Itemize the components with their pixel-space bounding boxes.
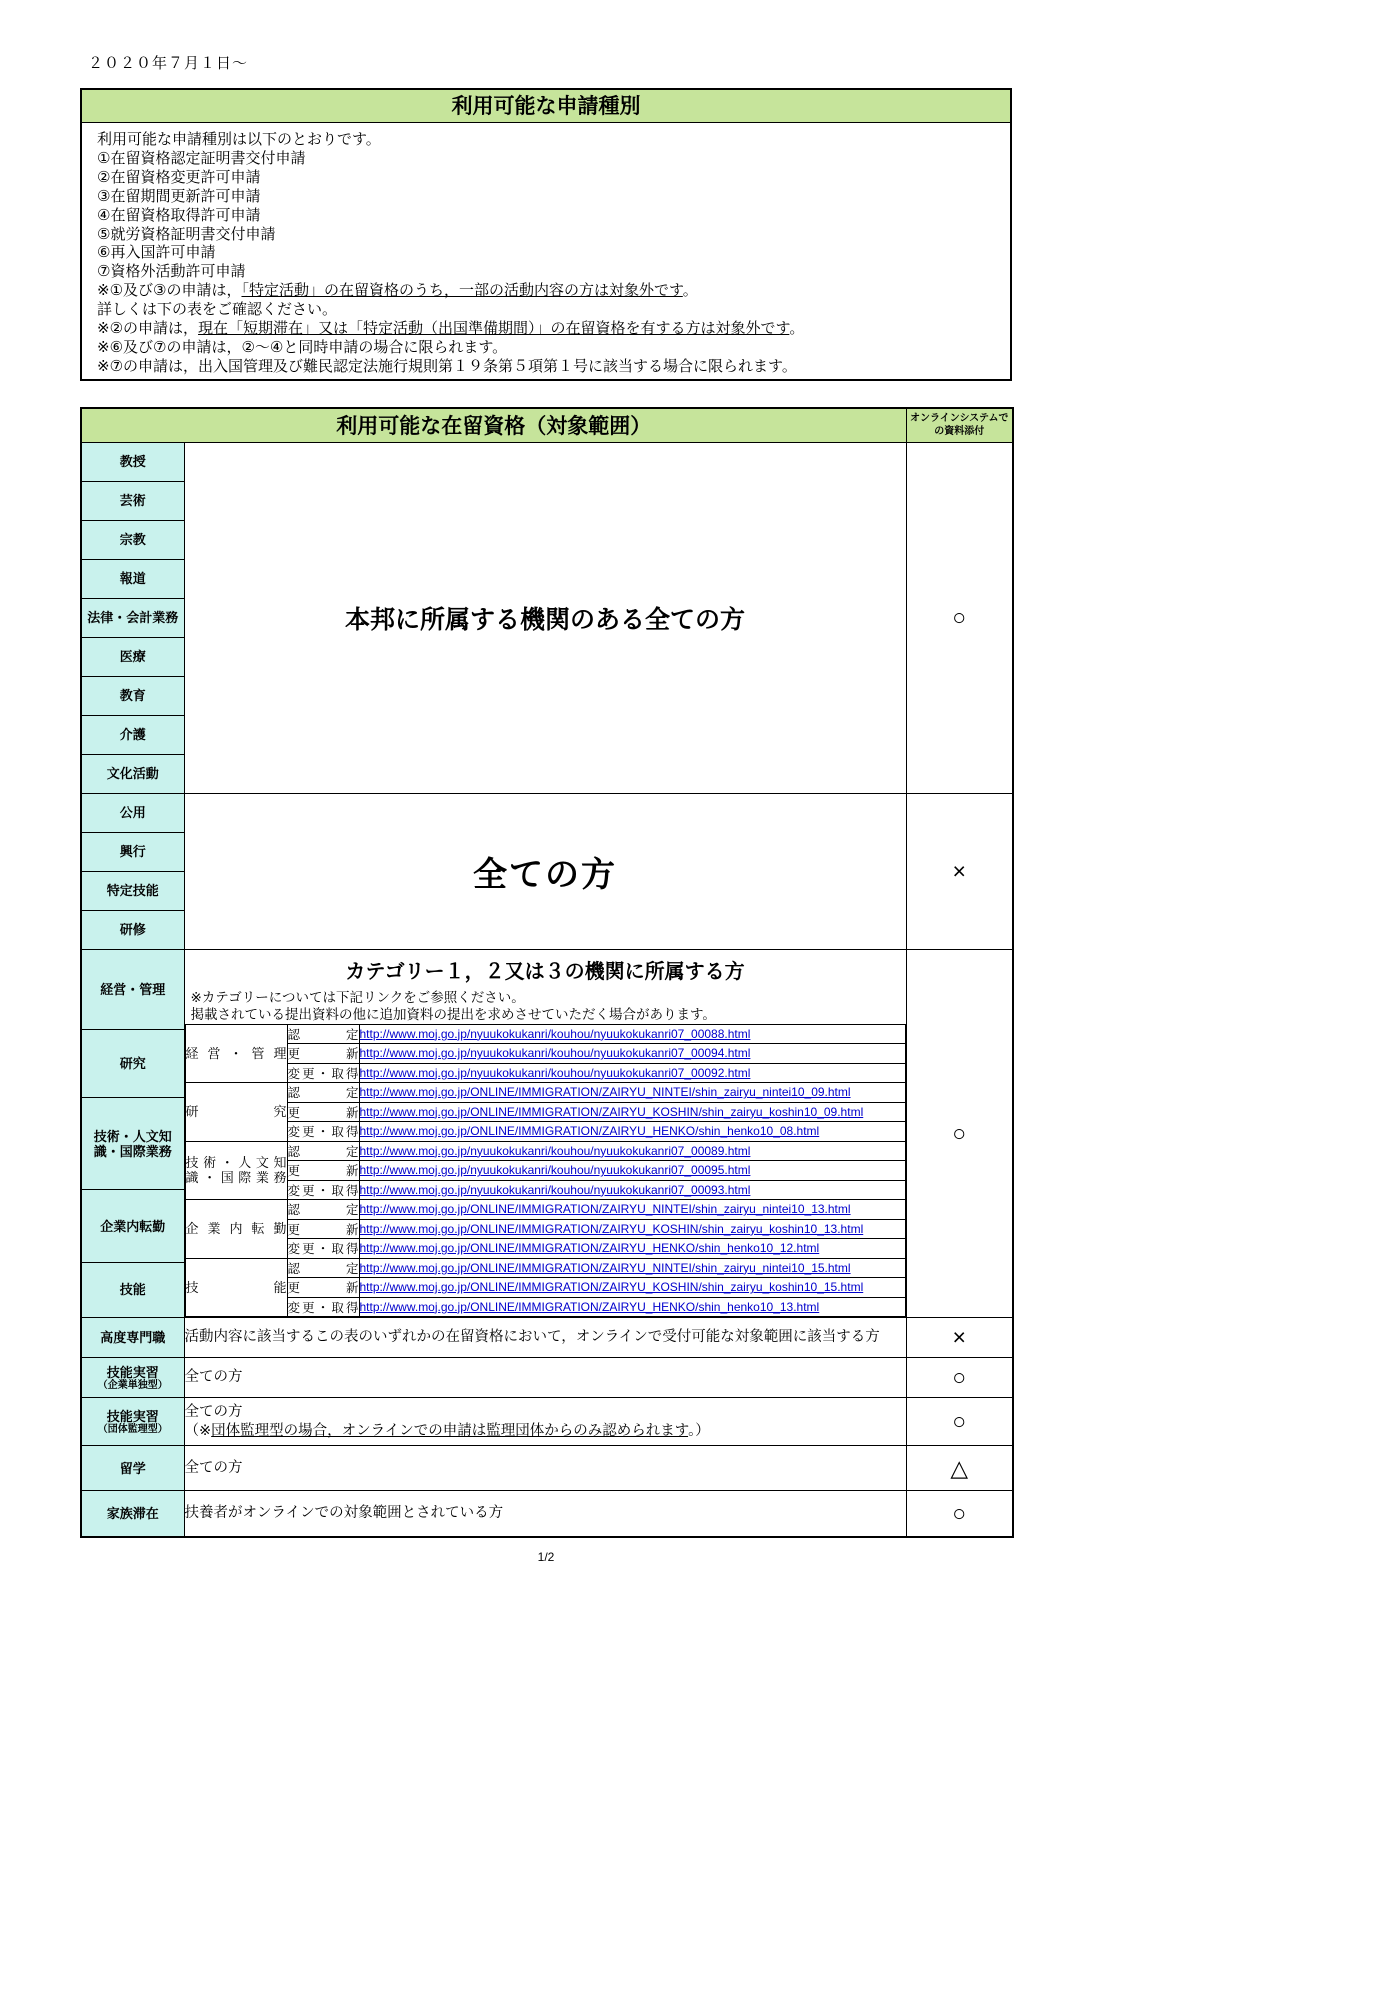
link-url-cell [359,1083,905,1103]
residence-status-title: 利用可能な在留資格（対象範囲） [81,408,906,442]
category-cell-cultural: 文化活動 [81,754,184,793]
link-type-cell: 変更・取得 [287,1180,359,1200]
link-url-cell [359,1141,905,1161]
link-url-cell [359,1063,905,1083]
link-row [185,1200,905,1220]
row-description-note: （※団体監理型の場合，オンラインでの申請は監理団体からのみ認められます。） [184,1422,710,1439]
table-row [81,1398,1013,1446]
link-type-cell: 変更・取得 [287,1239,359,1259]
link-row [185,1161,905,1181]
application-type-item-2: ②在留資格変更許可申請 [97,168,261,186]
document-link[interactable]: http://www.moj.go.jp/ONLINE/IMMIGRATION/ZAIRYU_HENKO/shin_henko10_12.html [359,1241,820,1256]
link-type-cell: 変更・取得 [287,1063,359,1083]
document-link[interactable]: http://www.moj.go.jp/nyuukokukanri/kouhou/nyuukokukanri07_00093.html [359,1182,751,1197]
application-type-item-1: ①在留資格認定証明書交付申請 [97,149,306,167]
category-cell-journalist: 報道 [81,559,184,598]
table-row [81,442,1013,481]
category-cell-trainee: 研修 [81,910,184,949]
document-link[interactable]: http://www.moj.go.jp/nyuukokukanri/kouhou/nyuukokukanri07_00088.html [359,1026,751,1041]
link-row [185,1180,905,1200]
note-line-2: 詳しくは下の表をご確認ください。 [97,301,338,319]
attachment-mark: × [906,1318,1013,1358]
document-link[interactable]: http://www.moj.go.jp/ONLINE/IMMIGRATION/ZAIRYU_KOSHIN/shin_zairyu_koshin10_09.html [359,1104,864,1119]
document-link[interactable]: http://www.moj.go.jp/ONLINE/IMMIGRATION/ZAIRYU_NINTEI/shin_zairyu_nintei10_15.html [359,1260,851,1275]
link-row [185,1044,905,1064]
link-type-cell: 更新 [287,1161,359,1181]
category-cell-instructor: 教育 [81,676,184,715]
group3-description [184,949,906,1318]
link-url-cell [359,1161,905,1181]
link-url-cell [359,1219,905,1239]
document-date: ２０２０年７月１日～ [88,55,249,72]
link-type-cell: 更新 [287,1102,359,1122]
link-row [185,1297,905,1317]
table-header-row [81,408,1013,442]
intro-text: 利用可能な申請種別は以下のとおりです。 [97,131,381,148]
attachment-mark: △ [906,1446,1013,1491]
document-link[interactable]: http://www.moj.go.jp/nyuukokukanri/kouhou/nyuukokukanri07_00094.html [359,1046,751,1061]
document-link[interactable]: http://www.moj.go.jp/nyuukokukanri/kouhou/nyuukokukanri07_00095.html [359,1163,751,1178]
category-cell-professor: 教授 [81,442,184,481]
row-description: 活動内容に該当するこの表のいずれかの在留資格において，オンラインで受付可能な対象範囲に該当する方 [184,1318,906,1358]
table-row [81,949,1013,1029]
link-row [185,1258,905,1278]
category-cell-researcher: 研究 [81,1029,184,1097]
attachment-mark: ○ [906,1491,1013,1537]
category-cell-intra-company-transferee: 企業内転勤 [81,1190,184,1262]
category-cell-technical-intern-supervised: 技能実習 （団体監理型） [81,1398,184,1446]
link-row [185,1278,905,1298]
category-cell-business-manager: 経営・管理 [81,949,184,1029]
link-type-cell: 更新 [287,1044,359,1064]
application-types-table [80,88,1012,381]
document-link[interactable]: http://www.moj.go.jp/nyuukokukanri/kouhou/nyuukokukanri07_00089.html [359,1143,751,1158]
category-cell-religion: 宗教 [81,520,184,559]
link-row [185,1122,905,1142]
application-type-item-6: ⑥再入国許可申請 [97,244,216,262]
application-type-item-4: ④在留資格取得許可申請 [97,206,261,224]
link-row [185,1083,905,1103]
application-types-title: 利用可能な申請種別 [82,90,1010,123]
category-cell-artist: 芸術 [81,481,184,520]
row-description: 全ての方 [184,1446,906,1491]
category-cell-official: 公用 [81,793,184,832]
link-row [185,1102,905,1122]
group3-head [185,950,906,1024]
link-type-cell: 変更・取得 [287,1297,359,1317]
group1-attachment-mark: ○ [906,442,1013,793]
link-type-cell: 認定 [287,1024,359,1044]
category-cell-legal-accounting: 法律・会計業務 [81,598,184,637]
link-group-name: 研究 [185,1083,287,1142]
link-type-cell: 更新 [287,1278,359,1298]
table-row [81,1318,1013,1358]
document-link[interactable]: http://www.moj.go.jp/ONLINE/IMMIGRATION/ZAIRYU_NINTEI/shin_zairyu_nintei10_13.html [359,1202,851,1217]
link-url-cell [359,1239,905,1259]
row-description: 全ての方 （※団体監理型の場合，オンラインでの申請は監理団体からのみ認められます。） [184,1398,906,1446]
category-subtitle: （団体監理型） [97,1423,168,1435]
link-url-cell [359,1044,905,1064]
link-type-cell: 認定 [287,1258,359,1278]
note-line-5: ※⑦の申請は，出入国管理及び難民認定法施行規則第１９条第５項第１号に該当する場合に限られます。 [97,357,797,375]
document-link[interactable]: http://www.moj.go.jp/ONLINE/IMMIGRATION/ZAIRYU_HENKO/shin_henko10_08.html [359,1124,820,1139]
link-row [185,1219,905,1239]
category-links-table [185,1024,906,1318]
group3-note-2: 掲載されている提出資料の他に追加資料の提出を求めさせていただく場合があります。 [190,1006,716,1022]
link-type-cell: 変更・取得 [287,1122,359,1142]
link-url-cell [359,1102,905,1122]
link-url-cell [359,1122,905,1142]
attachment-mark: ○ [906,1358,1013,1398]
group3-attachment-mark: ○ [906,949,1013,1318]
link-type-cell: 認定 [287,1083,359,1103]
document-link[interactable]: http://www.moj.go.jp/ONLINE/IMMIGRATION/ZAIRYU_KOSHIN/shin_zairyu_koshin10_15.html [359,1280,864,1295]
group2-attachment-mark: × [906,793,1013,949]
table-row [81,1491,1013,1537]
link-group-name: 技能 [185,1258,287,1317]
link-group-name: 企業内転勤 [185,1200,287,1259]
category-cell-specified-skill: 特定技能 [81,871,184,910]
category-cell-dependent: 家族滞在 [81,1491,184,1537]
link-row [185,1141,905,1161]
category-cell-nursing: 介護 [81,715,184,754]
table-row [81,793,1013,832]
note-line-4: ※⑥及び⑦の申請は，②～④と同時申請の場合に限られます。 [97,338,508,356]
category-subtitle: （企業単独型） [97,1379,168,1391]
category-cell-medical: 医療 [81,637,184,676]
document-link[interactable]: http://www.moj.go.jp/ONLINE/IMMIGRATION/ZAIRYU_NINTEI/shin_zairyu_nintei10_09.html [359,1085,851,1100]
category-cell-highly-skilled: 高度専門職 [81,1318,184,1358]
note-line-1: ※①及び③の申請は，「特定活動」の在留資格のうち，一部の活動内容の方は対象外です。 [97,282,698,300]
page-number: 1/2 [537,1550,555,1564]
link-url-cell [359,1258,905,1278]
group3-note-1: ※カテゴリーについては下記リンクをご参照ください。 [190,989,525,1005]
group2-description: 全ての方 [184,793,906,949]
table-row [81,1358,1013,1398]
category-cell-entertainer: 興行 [81,832,184,871]
link-url-cell [359,1297,905,1317]
application-type-item-5: ⑤就労資格証明書交付申請 [97,225,276,243]
group3-title: カテゴリー１，２又は３の機関に所属する方 [345,960,745,983]
link-group-name: 技術・人文知識・国際業務 [185,1141,287,1200]
category-cell-engineer-humanities: 技術・人文知識・国際業務 [81,1098,184,1190]
application-type-item-7: ⑦資格外活動許可申請 [97,263,246,281]
link-row [185,1239,905,1259]
category-cell-technical-intern-individual: 技能実習 （企業単独型） [81,1358,184,1398]
row-description: 全ての方 [184,1358,906,1398]
attachment-mark: ○ [906,1398,1013,1446]
link-type-cell: 認定 [287,1200,359,1220]
note-line-3: ※②の申請は，現在「短期滞在」又は「特定活動（出国準備期間）」の在留資格を有する方は対象外です。 [97,320,805,338]
application-type-item-3: ③在留期間更新許可申請 [97,187,261,205]
table-row [81,1446,1013,1491]
category-cell-skilled-labor: 技能 [81,1262,184,1317]
document-link[interactable]: http://www.moj.go.jp/ONLINE/IMMIGRATION/ZAIRYU_HENKO/shin_henko10_13.html [359,1299,820,1314]
link-row [185,1024,905,1044]
link-url-cell [359,1024,905,1044]
attachment-column-header: オンラインシステムでの資料添付 [906,408,1013,442]
residence-status-table [80,407,1014,1538]
link-group-name: 経営・管理 [185,1024,287,1083]
category-cell-student: 留学 [81,1446,184,1491]
row-description: 扶養者がオンラインでの対象範囲とされている方 [184,1491,906,1537]
document-link[interactable]: http://www.moj.go.jp/nyuukokukanri/kouhou/nyuukokukanri07_00092.html [359,1065,751,1080]
link-type-cell: 認定 [287,1141,359,1161]
link-row [185,1063,905,1083]
group1-description: 本邦に所属する機関のある全ての方 [184,442,906,793]
link-url-cell [359,1180,905,1200]
application-types-body [82,123,1010,379]
link-type-cell: 更新 [287,1219,359,1239]
link-url-cell [359,1200,905,1220]
document-link[interactable]: http://www.moj.go.jp/ONLINE/IMMIGRATION/ZAIRYU_KOSHIN/shin_zairyu_koshin10_13.html [359,1221,864,1236]
link-url-cell [359,1278,905,1298]
